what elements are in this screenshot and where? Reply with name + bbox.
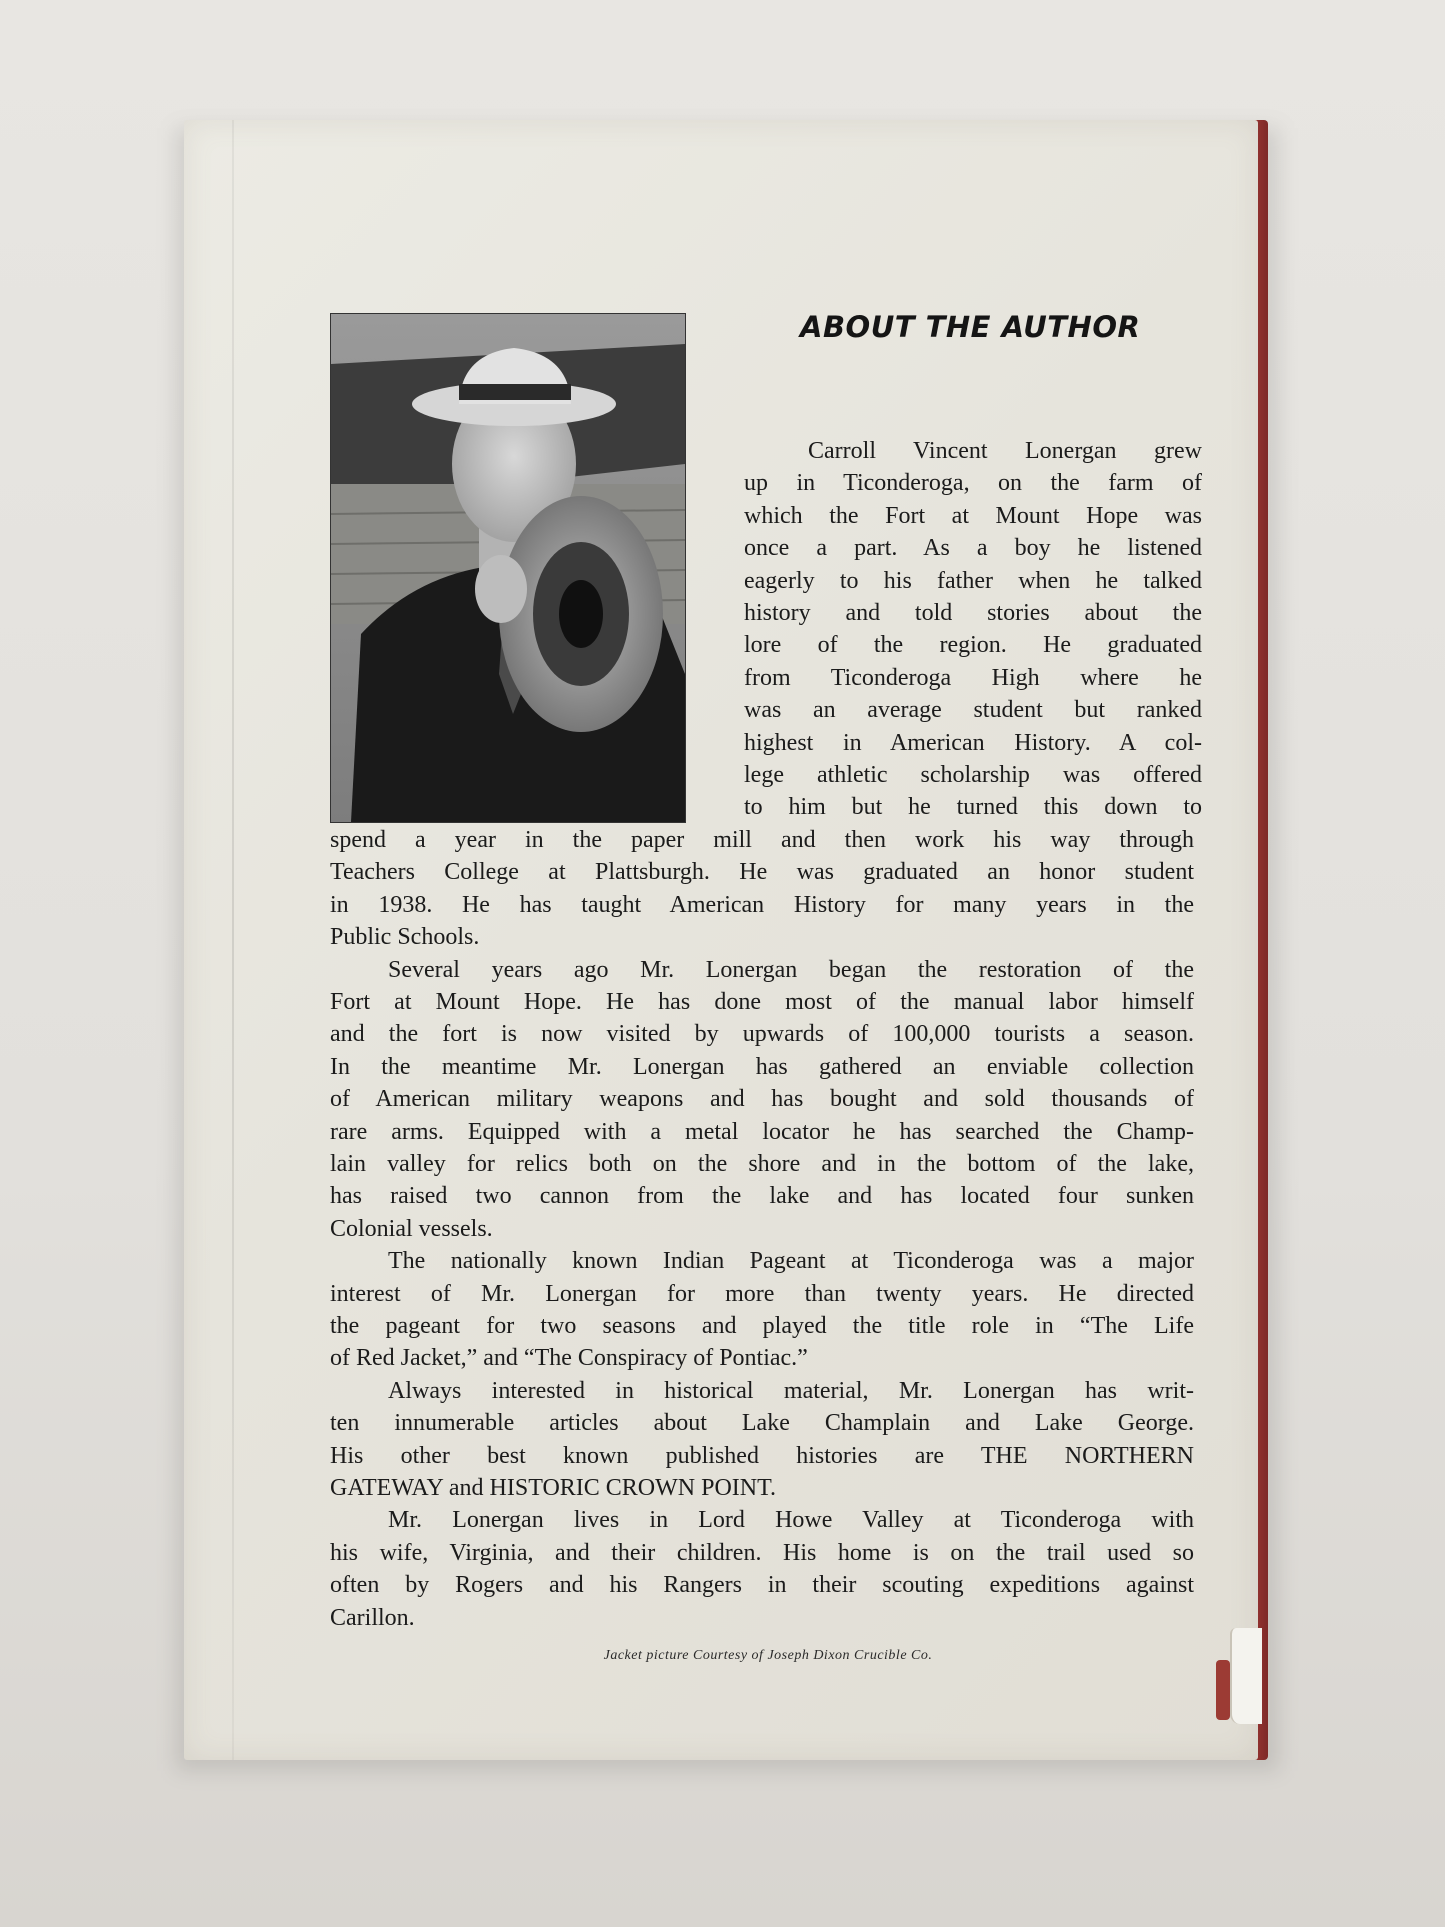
bio-line: Public Schools.: [330, 924, 480, 950]
jacket-fold-line: [232, 120, 234, 1760]
bio-line: from Ticonderoga High where he: [744, 665, 1202, 691]
bio-line: highest in American History. A col-: [744, 730, 1202, 756]
bio-line: and the fort is now visited by upwards of 100,000 tourists a season.: [330, 1021, 1194, 1047]
bio-line: lege athletic scholarship was offered: [744, 762, 1202, 788]
bio-line: lain valley for relics both on the shore and in the bottom of the lake,: [330, 1151, 1194, 1177]
bio-line: Carroll Vincent Lonergan grew: [808, 438, 1202, 464]
bio-line: lore of the region. He graduated: [744, 632, 1202, 658]
about-the-author-heading: ABOUT THE AUTHOR: [800, 310, 1141, 344]
bio-line: The nationally known Indian Pageant at Ticonderoga was a major: [388, 1248, 1194, 1274]
bio-line: once a part. As a boy he listened: [744, 535, 1202, 561]
bio-line: was an average student but ranked: [744, 697, 1202, 723]
bio-line: has raised two cannon from the lake and has located four sunken: [330, 1183, 1194, 1209]
bio-line: Mr. Lonergan lives in Lord Howe Valley at Ticonderoga with: [388, 1507, 1194, 1533]
bio-line: Colonial vessels.: [330, 1216, 493, 1242]
bio-line: Teachers College at Plattsburgh. He was graduated an honor student: [330, 859, 1194, 885]
bio-line: ten innumerable articles about Lake Champlain and Lake George.: [330, 1410, 1194, 1436]
author-photo: [330, 313, 686, 823]
bio-line: in 1938. He has taught American History for many years in the: [330, 892, 1194, 918]
bio-line: His other best known published histories are THE NORTHERN: [330, 1443, 1194, 1469]
torn-corner: [1230, 1628, 1262, 1724]
bio-line: often by Rogers and his Rangers in their scouting expeditions against: [330, 1572, 1194, 1598]
bio-line: Always interested in historical material, Mr. Lonergan has writ-: [388, 1378, 1194, 1404]
bio-line: In the meantime Mr. Lonergan has gathered an enviable collection: [330, 1054, 1194, 1080]
bio-line: of American military weapons and has bought and sold thousands of: [330, 1086, 1194, 1112]
torn-corner-red: [1216, 1660, 1230, 1720]
jacket-picture-credit: Jacket picture Courtesy of Joseph Dixon Crucible Co.: [603, 1648, 933, 1663]
bio-line: eagerly to his father when he talked: [744, 568, 1202, 594]
bio-line: to him but he turned this down to: [744, 794, 1202, 820]
bio-line: rare arms. Equipped with a metal locator he has searched the Champ-: [330, 1119, 1194, 1145]
bio-line: GATEWAY and HISTORIC CROWN POINT.: [330, 1475, 776, 1501]
bio-line: up in Ticonderoga, on the farm of: [744, 470, 1202, 496]
dust-jacket-back: [184, 120, 1258, 1760]
bio-line: Carillon.: [330, 1605, 415, 1631]
bio-line: Fort at Mount Hope. He has done most of the manual labor himself: [330, 989, 1194, 1015]
bio-line: spend a year in the paper mill and then work his way through: [330, 827, 1194, 853]
bio-line: Several years ago Mr. Lonergan began the restoration of the: [388, 957, 1194, 983]
bio-line: the pageant for two seasons and played the title role in “The Life: [330, 1313, 1194, 1339]
bio-line: of Red Jacket,” and “The Conspiracy of Pontiac.”: [330, 1345, 808, 1371]
bio-line: interest of Mr. Lonergan for more than twenty years. He directed: [330, 1281, 1194, 1307]
bio-line: which the Fort at Mount Hope was: [744, 503, 1202, 529]
bio-line: his wife, Virginia, and their children. His home is on the trail used so: [330, 1540, 1194, 1566]
bio-line: history and told stories about the: [744, 600, 1202, 626]
